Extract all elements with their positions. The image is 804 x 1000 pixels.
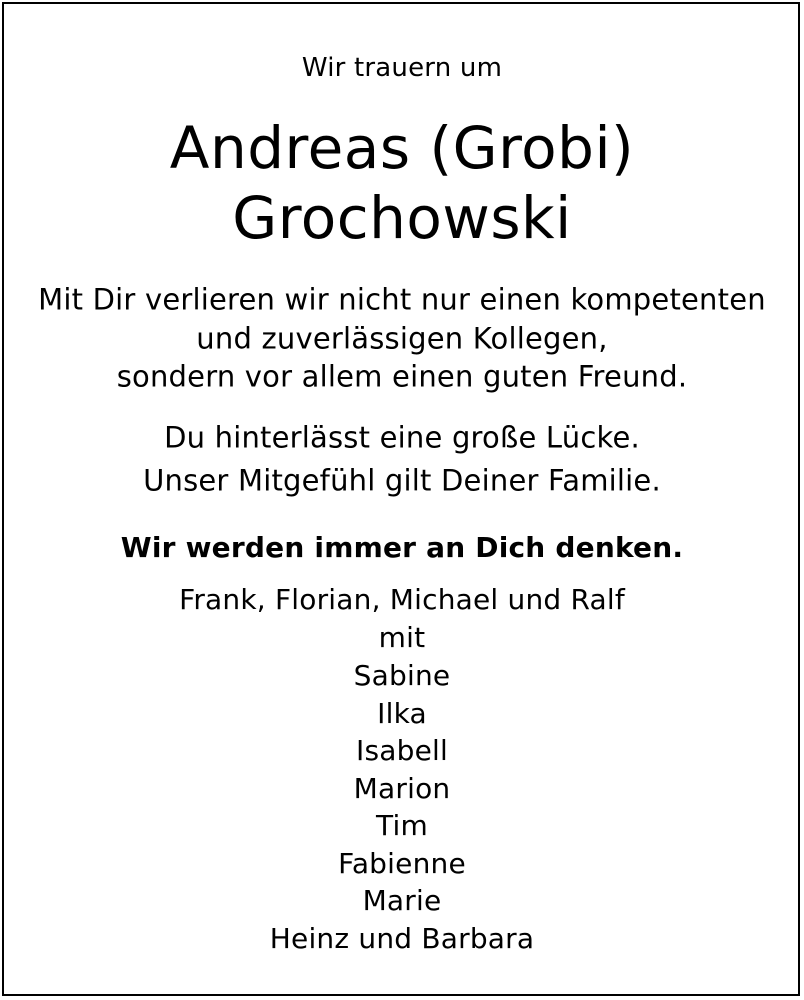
signatory-name: Marie bbox=[362, 884, 442, 917]
signatory-name: Marion bbox=[353, 772, 451, 805]
signatories-main: Frank, Florian, Michael und Ralf bbox=[179, 583, 625, 616]
tribute-line-1: Mit Dir verlieren wir nicht nur einen kompetenten bbox=[38, 282, 766, 317]
deceased-name-line-1: Andreas (Grobi) bbox=[169, 114, 635, 182]
tribute-line-2: und zuverlässigen Kollegen, bbox=[196, 321, 608, 356]
intro-text: Wir trauern um bbox=[301, 53, 503, 83]
signatories-connector: mit bbox=[378, 621, 426, 654]
signatory-name: Heinz und Barbara bbox=[269, 922, 535, 955]
condolence-line-2: Unser Mitgefühl gilt Deiner Familie. bbox=[143, 463, 661, 498]
signatory-name: Ilka bbox=[377, 697, 427, 730]
tribute-line-3: sondern vor allem einen guten Freund. bbox=[116, 359, 688, 394]
signatory-name: Isabell bbox=[356, 734, 448, 767]
signatory-name: Tim bbox=[376, 809, 428, 842]
condolence-line-1: Du hinterlässt eine große Lücke. bbox=[164, 420, 640, 455]
signatory-name: Sabine bbox=[353, 659, 451, 692]
deceased-name-line-2: Grochowski bbox=[232, 184, 572, 252]
signatory-name: Fabienne bbox=[338, 847, 466, 880]
closing-statement: Wir werden immer an Dich denken. bbox=[120, 531, 684, 564]
